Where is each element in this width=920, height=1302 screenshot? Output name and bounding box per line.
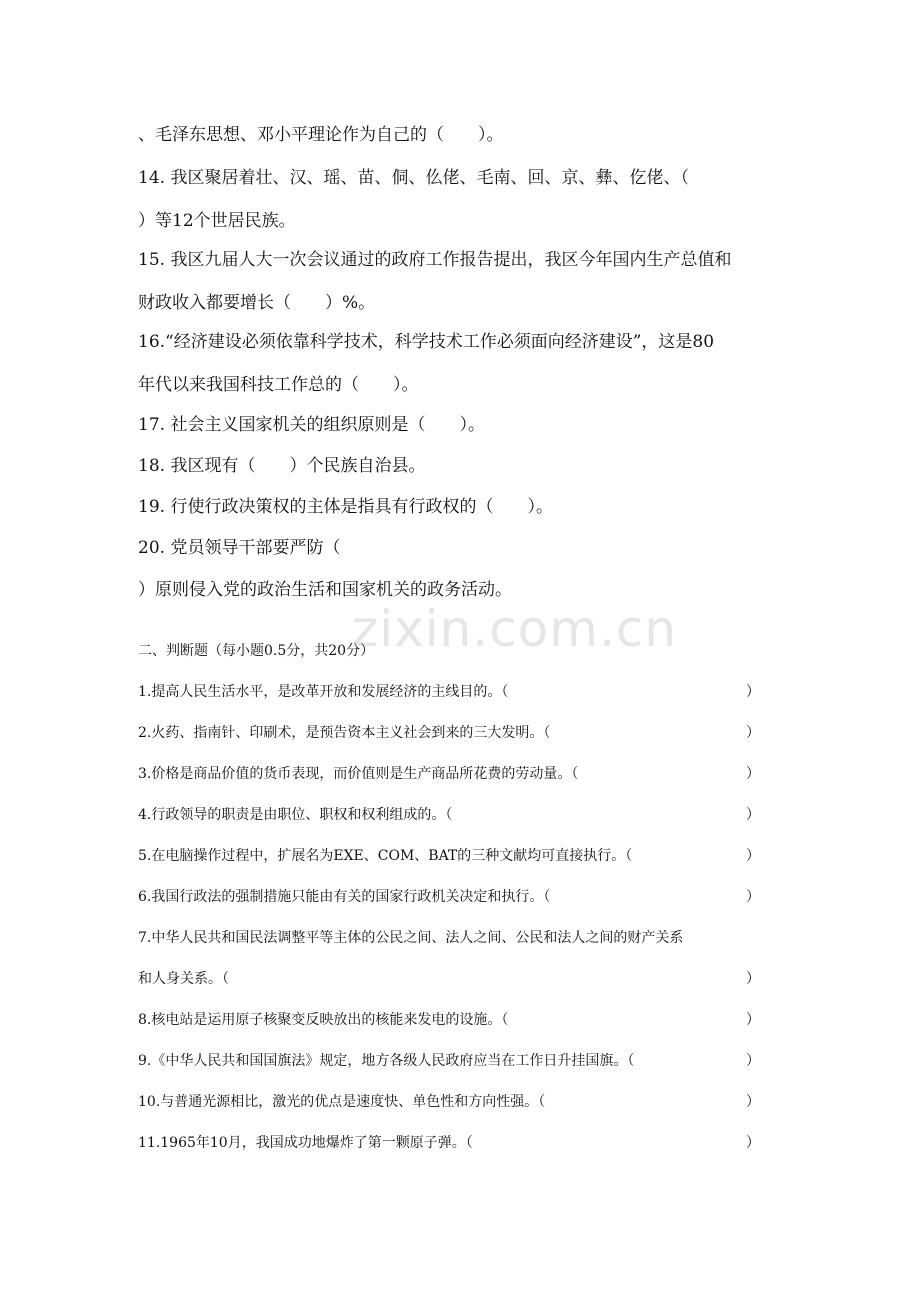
fill-line: 16.“经济建设必须依靠科学技术，科学技术工作必须面向经济建设”，这是80	[138, 332, 715, 352]
fill-line: 20. 党员领导干部要严防（	[138, 538, 341, 558]
close-paren: ）	[746, 1012, 760, 1028]
close-paren: ）	[746, 971, 760, 987]
judge-line: 和人身关系。（	[138, 971, 229, 987]
judge-line: 7.中华人民共和国民法调整平等主体的公民之间、法人之间、公民和法人之间的财产关系	[138, 930, 684, 946]
judge-line: 4.行政领导的职责是由职位、职权和权利组成的。（	[138, 807, 453, 823]
close-paren: ）	[746, 725, 760, 741]
watermark: zixin.com.cn	[352, 600, 678, 658]
close-paren: ）	[746, 807, 760, 823]
judge-line: 6.我国行政法的强制措施只能由有关的国家行政机关决定和执行。（	[138, 889, 551, 905]
fill-line: 17. 社会主义国家机关的组织原则是（ ）。	[138, 415, 485, 435]
judge-line: 3.价格是商品价值的货币表现，而价值则是生产商品所花费的劳动量。（	[138, 766, 579, 782]
judge-line: 11.1965年10月，我国成功地爆炸了第一颗原子弹。（	[138, 1135, 473, 1151]
fill-line: 15. 我区九届人大一次会议通过的政府工作报告提出，我区今年国内生产总值和	[138, 250, 732, 270]
fill-line: ）等12个世居民族。	[138, 211, 296, 231]
judge-line: 5.在电脑操作过程中，扩展名为EXE、COM、BAT的三种文献均可直接执行。（	[138, 848, 633, 864]
fill-line: 、毛泽东思想、邓小平理论作为自己的（ ）。	[138, 125, 504, 145]
close-paren: ）	[746, 848, 760, 864]
close-paren: ）	[746, 766, 760, 782]
judge-line: 9.《中华人民共和国国旗法》规定，地方各级人民政府应当在工作日升挂国旗。（	[138, 1053, 635, 1069]
fill-line: 19. 行使行政决策权的主体是指具有行政权的（ ）。	[138, 497, 553, 517]
fill-line: 14. 我区聚居着壮、汉、瑶、苗、侗、仫佬、毛南、回、京、彝、仡佬、（	[138, 168, 689, 188]
close-paren: ）	[746, 684, 760, 700]
judge-line: 1.提高人民生活水平，是改革开放和发展经济的主线目的。（	[138, 684, 509, 700]
fill-line: 财政收入都要增长（ ）%。	[138, 293, 376, 313]
close-paren: ）	[746, 1053, 760, 1069]
close-paren: ）	[746, 1135, 760, 1151]
close-paren: ）	[746, 889, 760, 905]
judge-line: 8.核电站是运用原子核聚变反映放出的核能来发电的设施。（	[138, 1012, 509, 1028]
fill-line: 18. 我区现有（ ）个民族自治县。	[138, 456, 426, 476]
close-paren: ）	[746, 1094, 760, 1110]
judge-line: 2.火药、指南针、印刷术，是预告资本主义社会到来的三大发明。（	[138, 725, 551, 741]
fill-line: ）原则侵入党的政治生活和国家机关的政务活动。	[138, 580, 512, 600]
section-title: 二、判断题（每小题0.5分，共20分）	[138, 643, 375, 659]
judge-line: 10.与普通光源相比，激光的优点是速度快、单色性和方向性强。（	[138, 1094, 546, 1110]
fill-line: 年代以来我国科技工作总的（ ）。	[138, 375, 419, 395]
